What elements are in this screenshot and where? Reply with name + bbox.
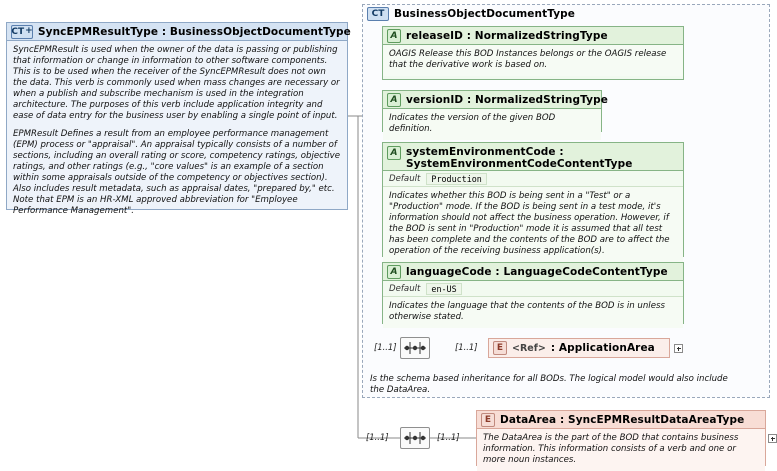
attribute-box-languagecode[interactable] xyxy=(382,262,684,324)
default-value: Production xyxy=(426,173,486,185)
occurrence-left-dataarea: [1..1] xyxy=(366,432,389,442)
attribute-icon: A xyxy=(387,146,401,160)
complex-type-icon xyxy=(11,25,33,39)
occurrence-right-dataarea: [1..1] xyxy=(437,432,460,442)
element-doc-dataarea: The DataArea is the part of the BOD that contains business information. This information consists of a verb and one or more noun instances. xyxy=(477,429,765,471)
root-type-header xyxy=(7,23,351,41)
attribute-icon: A xyxy=(387,265,401,279)
attribute-doc-systemenvironmentcode: Indicates whether this BOD is being sent in a "Test" or a "Production" mode. If the BOD is being sent in a test mode, it's information should not affect the business operation. However, if the BOD is sent in "Production" mode it is assumed that all test has been complete and the contents of the BOD are to affect the operation of the receiving business application(s). xyxy=(383,187,683,262)
element-title-applicationarea: : ApplicationArea xyxy=(550,342,655,354)
attribute-box-systemenvironmentcode[interactable] xyxy=(382,142,684,257)
complex-type-icon-label: CT xyxy=(371,9,385,19)
element-icon: E xyxy=(493,341,507,355)
element-ref-label: <Ref> xyxy=(512,342,546,354)
attribute-default-systemenvironmentcode xyxy=(383,171,683,187)
base-type-header xyxy=(363,5,769,23)
element-icon: E xyxy=(481,413,495,427)
attribute-box-releaseid[interactable] xyxy=(382,26,684,80)
occurrence-right-applicationarea: [1..1] xyxy=(455,342,478,352)
attribute-header-releaseid xyxy=(383,27,683,45)
base-type-title: BusinessObjectDocumentType xyxy=(394,8,576,20)
attribute-title-releaseid: releaseID : NormalizedStringType xyxy=(406,29,608,42)
root-type-doc-paragraph-1: SyncEPMResult is used when the owner of the data is passing or publishing that information or change in information to other software components. This is to be used when the receiver of the SyncEPMResult does not own the data. This verb is commonly used when mass changes are necessary or when a publish and subscribe mechanism is used in the integration architecture. The purposes of this verb include application integrity and ease of data entry for the business user by enabling a single point of input. xyxy=(13,45,340,121)
attribute-title-languagecode: languageCode : LanguageCodeContentType xyxy=(406,265,668,278)
complex-type-icon-label: CT xyxy=(11,26,25,37)
attribute-header-languagecode xyxy=(383,263,683,281)
root-type-doc-paragraph-2: EPMResult Defines a result from an employee performance management (EPM) process or "appraisal". An appraisal typically consists of a number of sections, including an overall rating or score, competency ratings, objective ratings, and other ratings (e.g., "core values" is an example of a section within some appraisals outside of the competency or objectives section). Also includes result metadata, such as appraisal dates, "prepared by," etc. Note that EPM is an HR-XML approved abbreviation for "Employee Performance Management". xyxy=(13,129,340,216)
base-type-note: Is the schema based inheritance for all BODs. The logical model would also include the DataArea. xyxy=(370,374,728,396)
attribute-default-languagecode xyxy=(383,281,683,297)
sequence-icon xyxy=(401,338,429,358)
root-type-title: SyncEPMResultType : BusinessObjectDocumentType xyxy=(38,25,351,38)
complex-type-icon xyxy=(367,7,389,21)
sequence-compositor-outer[interactable] xyxy=(400,427,430,449)
element-header-dataarea xyxy=(477,411,765,429)
attribute-title-versionid: versionID : NormalizedStringType xyxy=(406,93,608,106)
expand-plus-button-applicationarea[interactable] xyxy=(674,344,683,353)
attribute-doc-versionid: Indicates the version of the given BOD definition. xyxy=(383,109,601,140)
sequence-icon xyxy=(401,428,429,448)
attribute-icon: A xyxy=(387,29,401,43)
attribute-header-systemenvironmentcode xyxy=(383,143,683,171)
attribute-icon: A xyxy=(387,93,401,107)
element-box-dataarea[interactable] xyxy=(476,410,766,466)
element-box-applicationarea[interactable] xyxy=(488,338,670,358)
expand-plus-icon: + xyxy=(25,26,33,36)
default-value: en-US xyxy=(426,283,461,295)
sequence-compositor-inner[interactable] xyxy=(400,337,430,359)
root-type-documentation xyxy=(7,41,347,222)
attribute-doc-releaseid: OAGIS Release this BOD Instances belongs or the OAGIS release that the derivative work is based on. xyxy=(383,45,683,76)
attribute-header-versionid xyxy=(383,91,608,109)
default-label: Default xyxy=(389,284,421,294)
expand-plus-button-dataarea[interactable] xyxy=(768,434,777,443)
attribute-doc-languagecode: Indicates the language that the contents of the BOD is in unless otherwise stated. xyxy=(383,297,683,328)
default-label: Default xyxy=(389,174,421,184)
attribute-box-versionid[interactable] xyxy=(382,90,608,134)
element-header-applicationarea xyxy=(489,339,669,357)
occurrence-left-applicationarea: [1..1] xyxy=(374,342,397,352)
attribute-title-systemenvironmentcode: systemEnvironmentCode : SystemEnvironmentCodeContentType xyxy=(406,146,633,171)
root-type-box[interactable] xyxy=(6,22,351,216)
element-title-dataarea: DataArea : SyncEPMResultDataAreaType xyxy=(500,413,745,426)
